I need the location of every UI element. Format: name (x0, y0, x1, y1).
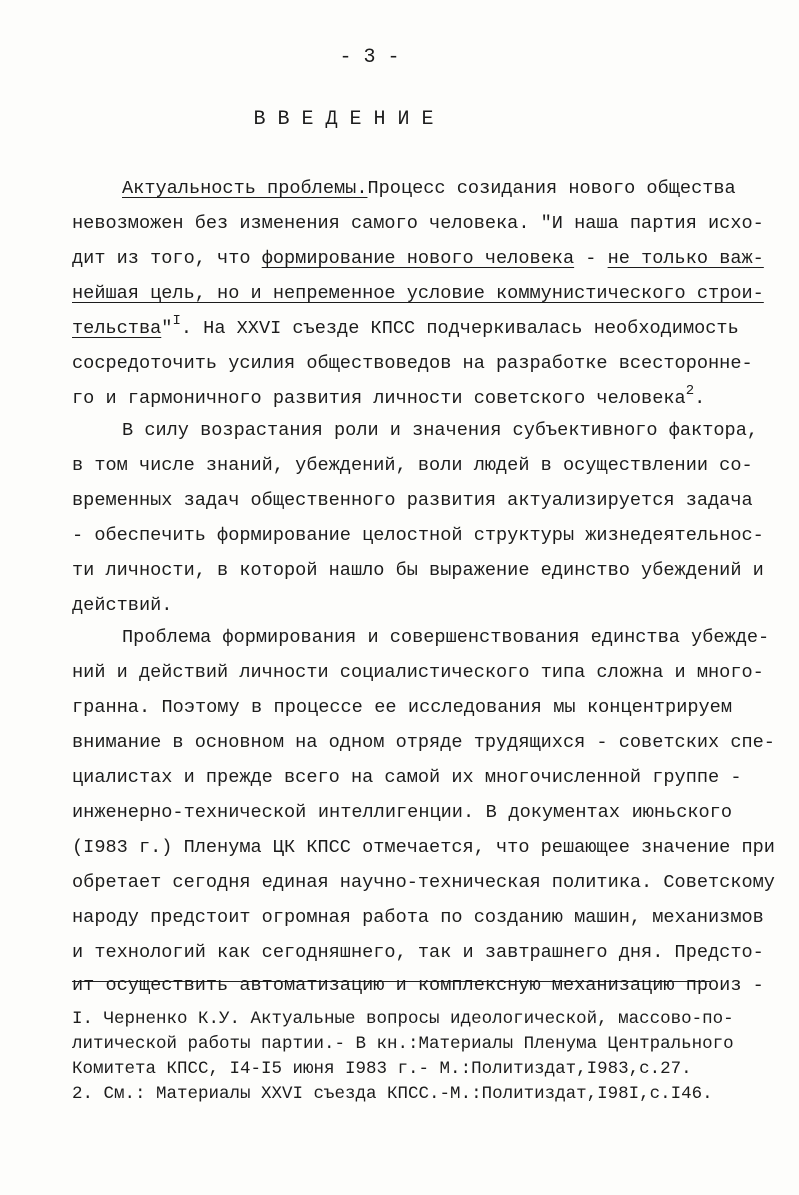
section-title: ВВЕДЕНИЕ (253, 108, 446, 131)
text-line: нейшая цель, но и непременное условие коммунистического строи- (72, 283, 764, 304)
text-line: циалистах и прежде всего на самой их многочисленной группе - (72, 767, 742, 788)
text-span: го и гармоничного развития личности советского человека (72, 388, 686, 409)
footnote-separator (72, 981, 710, 982)
text-line: временных задач общественного развития актуализируется задача (72, 490, 753, 511)
footnote-ref: 2 (685, 382, 695, 399)
text-line (72, 242, 764, 276)
text-line: В силу возрастания роли и значения субъективного фактора, (122, 420, 759, 441)
text-line: (I983 г.) Пленума ЦК КПСС отмечается, что решающее значение при (72, 837, 775, 858)
text-line: обретает сегодня единая научно-техническая политика. Советскому (72, 872, 775, 893)
text-span: - (574, 248, 608, 269)
text-line: внимание в основном на одном отряде трудящихся - советских спе- (72, 732, 775, 753)
text-line: ний и действий личности социалистического типа сложна и много- (72, 662, 764, 683)
text-span: . (694, 388, 706, 409)
footnote-line: I. Черненко К.У. Актуальные вопросы идеологической, массово-по- (72, 1009, 734, 1029)
text-line: ит осуществить автоматизацию и комплексную механизацию произ - (72, 975, 764, 996)
footnote-line: литической работы партии.- В кн.:Материалы Пленума Центрального (72, 1034, 734, 1054)
text-line (72, 382, 732, 416)
text-span: дит из того, что (72, 248, 262, 269)
text-line: ти личности, в которой нашло бы выражение единство убеждений и (72, 560, 764, 581)
text-line: народу предстоит огромная работа по созданию машин, механизмов (72, 907, 764, 928)
footnote-line: Комитета КПСС, I4-I5 июня I983 г.- М.:Политиздат,I983,с.27. (72, 1059, 692, 1079)
text-line: и технологий как сегодняшнего, так и завтрашнего дня. Предсто- (72, 942, 764, 963)
text-line: невозможен без изменения самого человека. "И наша партия исхо- (72, 213, 764, 234)
underlined-span: не только важ- (607, 248, 764, 269)
text-line: сосредоточить усилия обществоведов на разработке всесторонне- (72, 353, 753, 374)
footnote-line: 2. См.: Материалы ХХVI съезда КПСС.-М.:Политиздат,I98I,с.I46. (72, 1084, 713, 1104)
text-line: инженерно-технической интеллигенции. В документах июньского (72, 802, 732, 823)
text-span: Процесс созидания нового общества (367, 178, 736, 199)
text-line: действий. (72, 595, 173, 616)
text-line: - обеспечить формирование целостной структуры жизнедеятельнос- (72, 525, 764, 546)
text-line (72, 172, 736, 206)
page-number: - 3 - (339, 46, 400, 69)
underlined-span: формирование нового человека (261, 248, 575, 269)
text-line: в том числе знаний, убеждений, воли людей в осуществлении со- (72, 455, 753, 476)
text-line (72, 312, 739, 346)
subsection-heading: Актуальность проблемы. (122, 178, 368, 199)
text-span: " (161, 318, 173, 339)
footnote-ref: I (172, 312, 181, 329)
text-line: Проблема формирования и совершенствования единства убежде- (122, 627, 770, 648)
text-line: гранна. Поэтому в процессе ее исследования мы концентрируем (72, 697, 732, 718)
underlined-span: тельства (72, 318, 162, 339)
text-span: . На ХХVI съезде КПСС подчеркивалась необходимость (180, 318, 739, 339)
